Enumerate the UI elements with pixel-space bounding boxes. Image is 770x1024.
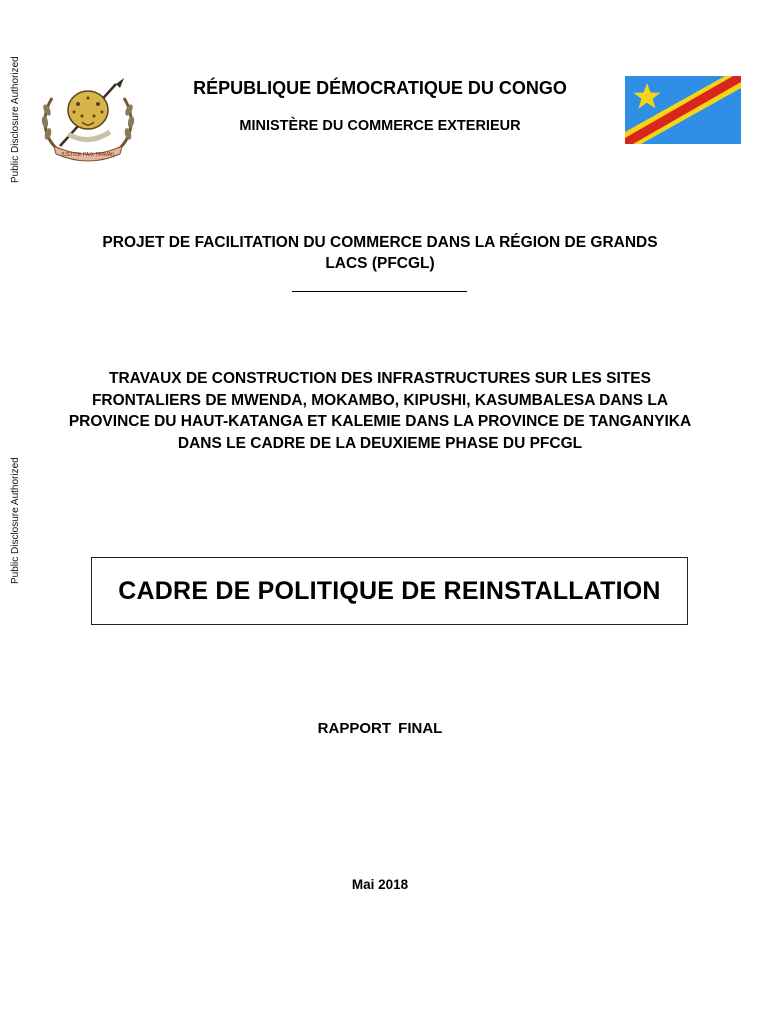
coat-of-arms-emblem bbox=[38, 76, 138, 164]
country-title: RÉPUBLIQUE DÉMOCRATIQUE DU CONGO bbox=[193, 78, 567, 98]
coat-motto-text: JUSTICE PAIX TRAVAIL bbox=[60, 152, 116, 158]
project-title: PROJET DE FACILITATION DU COMMERCE DANS LA RÉGION DE GRANDS LACS (PFCGL) bbox=[102, 234, 658, 272]
disclosure-label-middle: Public Disclosure Authorized bbox=[10, 457, 21, 584]
report-type: RAPPORT FINAL bbox=[317, 720, 443, 737]
works-description: TRAVAUX DE CONSTRUCTION DES INFRASTRUCTURES SUR LES SITES FRONTALIERS DE MWENDA, MOKAMBO, KIPUSHI, KASUMBALESA DANS LA PROVINCE DU HAUT-KATANGA ET KALEMIE DANS LA PROVINCE DE TANGANYIKA DANS LE CADRE DE LA DEUXIEME PHASE DU PFCGL bbox=[68, 370, 692, 452]
divider-line bbox=[292, 291, 467, 292]
document-title: CADRE DE POLITIQUE DE REINSTALLATION bbox=[118, 576, 661, 605]
disclosure-label-top: Public Disclosure Authorized bbox=[10, 56, 21, 183]
document-title-box bbox=[91, 557, 688, 625]
report-date: Mai 2018 bbox=[351, 877, 409, 892]
drc-flag-icon bbox=[625, 76, 741, 144]
ministry-title: MINISTÈRE DU COMMERCE EXTERIEUR bbox=[239, 118, 521, 134]
